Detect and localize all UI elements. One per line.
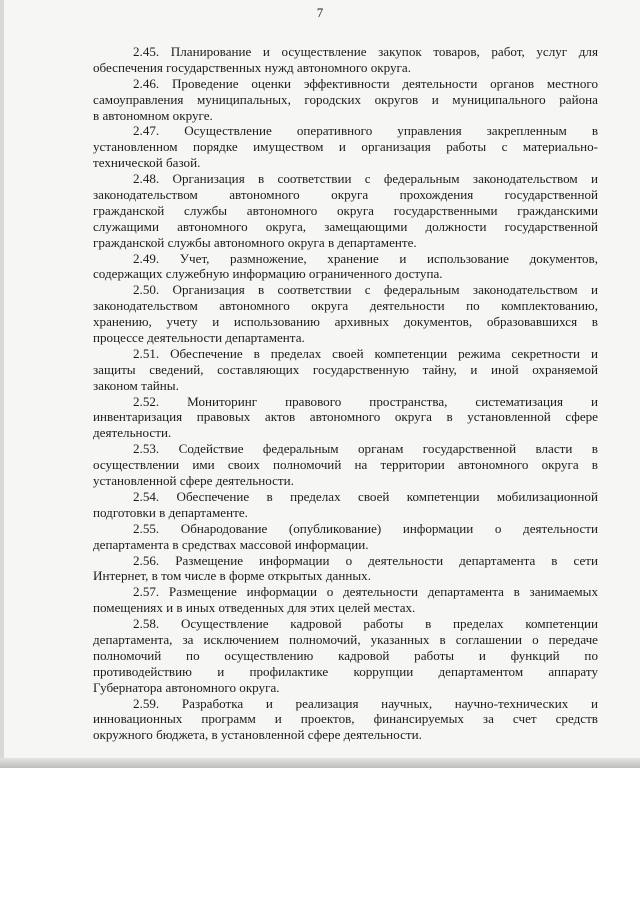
text-line: 2.45. Планирование и осуществление закупок товаров, работ, услуг для xyxy=(133,44,598,59)
text-line: Интернет, в том числе в форме открытых данных. xyxy=(93,568,371,584)
paragraph-2-59 xyxy=(93,696,598,744)
text-line: 2.55. Обнародование (опубликование) информации о деятельности xyxy=(133,520,598,536)
paragraph-2-46 xyxy=(93,76,598,124)
page-number: 7 xyxy=(316,5,324,20)
text-line: законодательством автономного округа деятельности по комплектованию, xyxy=(93,298,598,314)
text-line: 2.56. Размещение информации о деятельности департамента в сети xyxy=(133,552,598,568)
text-line: 2.48. Организация в соответствии с федеральным законодательством и xyxy=(133,171,598,187)
paragraph-2-58 xyxy=(93,616,598,695)
paragraph-2-56 xyxy=(93,553,598,585)
text-line: установленном порядке имуществом и организация работы с материально- xyxy=(93,139,598,155)
paragraph-2-47 xyxy=(93,123,598,171)
text-line: в автономном округе. xyxy=(93,107,213,123)
text-line: 2.52. Мониторинг правового пространства, систематизация и xyxy=(133,393,598,409)
paragraph-2-51 xyxy=(93,346,598,394)
text-line: департамента в средствах массовой информации. xyxy=(93,536,369,552)
text-line: 2.47. Осуществление оперативного управления закрепленным в xyxy=(133,123,598,139)
paragraph-2-55 xyxy=(93,521,598,553)
paragraph-2-50 xyxy=(93,282,598,346)
text-line: подготовки в департаменте. xyxy=(93,504,248,520)
text-line: процессе деятельности департамента. xyxy=(93,330,305,346)
text-line: помещениях и в иных отведенных для этих целей местах. xyxy=(93,600,416,616)
text-line: деятельности. xyxy=(93,425,172,441)
text-line: обеспечения государственных нужд автономного округа. xyxy=(93,59,411,75)
text-line: установленной сфере деятельности. xyxy=(93,473,294,489)
text-line: 2.49. Учет, размножение, хранение и использование документов, xyxy=(133,250,598,266)
text-line: законодательством автономного округа прохождения государственной xyxy=(93,187,598,203)
text-line: самоуправления муниципальных, городских округов и муниципального района xyxy=(93,91,598,107)
paragraph-2-57 xyxy=(93,584,598,616)
text-line: противодействию и профилактике коррупции департаментом аппарату xyxy=(93,663,598,679)
text-line: 2.51. Обеспечение в пределах своей компетенции режима секретности и xyxy=(133,345,598,361)
paragraph-2-45 xyxy=(93,44,598,76)
scan-bottom-edge xyxy=(0,758,640,768)
paragraph-2-48 xyxy=(93,171,598,250)
text-line: 2.54. Обеспечение в пределах своей компетенции мобилизационной xyxy=(133,488,598,504)
text-line: департамента, за исключением полномочий, указанных в соглашении о передаче xyxy=(93,631,598,647)
text-line: Губернатора автономного округа. xyxy=(93,679,280,695)
text-line: содержащих служебную информацию ограниченного доступа. xyxy=(93,266,443,282)
text-line: 2.46. Проведение оценки эффективности деятельности органов местного xyxy=(133,75,598,91)
text-line: осуществлении ими своих полномочий на территории автономного округа в xyxy=(93,457,598,473)
paragraph-2-54 xyxy=(93,489,598,521)
text-line: законом тайны. xyxy=(93,377,179,393)
document-body xyxy=(93,44,598,743)
paragraph-2-52 xyxy=(93,394,598,442)
text-line: инновационных программ и проектов, финансируемых за счет средств xyxy=(93,711,598,727)
scan-left-edge xyxy=(0,0,4,768)
text-line: 2.50. Организация в соответствии с федеральным законодательством и xyxy=(133,282,598,298)
text-line: 2.58. Осуществление кадровой работы в пределах компетенции xyxy=(133,616,598,632)
text-line: полномочий по осуществлению кадровой работы и функций по xyxy=(93,647,598,663)
text-line: технической базой. xyxy=(93,155,201,171)
text-line: хранению, учету и использованию архивных документов, образовавшихся в xyxy=(93,314,598,330)
text-line: служащими автономного округа, замещающими должности государственной xyxy=(93,218,598,234)
text-line: 2.59. Разработка и реализация научных, научно-технических и xyxy=(133,695,598,711)
text-line: защиты сведений, составляющих государственную тайну, и иной охраняемой xyxy=(93,361,598,377)
text-line: 2.57. Размещение информации о деятельности департамента в занимаемых xyxy=(133,584,598,600)
paragraph-2-49 xyxy=(93,251,598,283)
paragraph-2-53 xyxy=(93,441,598,489)
text-line: гражданской службы автономного округа в департаменте. xyxy=(93,234,417,250)
text-line: окружного бюджета, в установленной сфере деятельности. xyxy=(93,727,422,743)
text-line: гражданской службы автономного округа государственными гражданскими xyxy=(93,202,598,218)
text-line: инвентаризация правовых актов автономного округа в установленной сфере xyxy=(93,409,598,425)
text-line: 2.53. Содействие федеральным органам государственной власти в xyxy=(133,441,598,457)
